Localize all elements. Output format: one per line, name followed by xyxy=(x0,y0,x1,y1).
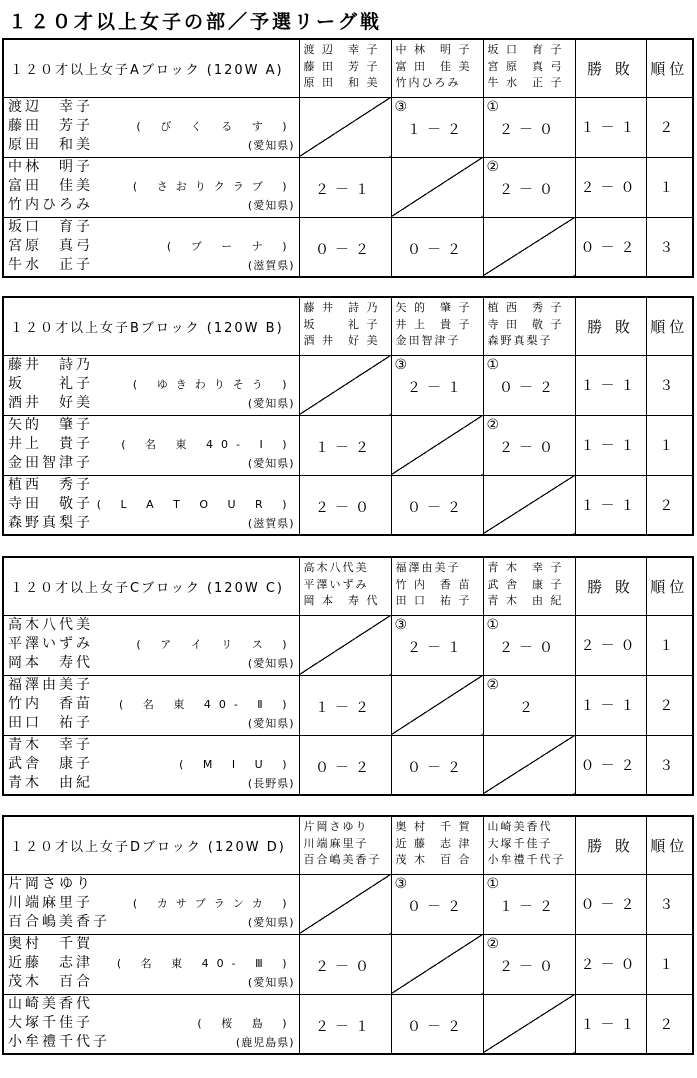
win-loss-record: １－１ xyxy=(575,355,646,415)
match-score: ２－０ xyxy=(499,182,559,198)
member-name: 井上 貴子 xyxy=(8,435,93,452)
match-result-cell xyxy=(299,217,391,277)
member-name: 川端麻里子 xyxy=(8,894,93,911)
prefecture: (愛知県) xyxy=(247,716,295,730)
member-line xyxy=(8,375,295,394)
opponent-member-name: 坂 口 育 子 xyxy=(487,43,564,56)
opponent-member-name: 小牟禮千代子 xyxy=(487,853,566,866)
opponent-member-name: 大塚千佳子 xyxy=(487,836,553,850)
match-score: ２ xyxy=(519,700,539,716)
member-line xyxy=(8,218,295,237)
match-result-cell xyxy=(483,615,575,675)
match-order-badge: ① xyxy=(486,875,500,892)
win-loss-record: ２－０ xyxy=(575,934,646,994)
opponent-member-name: 山崎美香代 xyxy=(487,820,553,833)
match-order-badge: ③ xyxy=(394,875,408,892)
opponent-member-name: 青 木 由 紀 xyxy=(487,594,564,607)
match-score: ２－０ xyxy=(499,640,559,656)
opponent-header xyxy=(483,557,575,615)
prefecture: (鹿児島県) xyxy=(235,1035,295,1049)
match-order-badge: ② xyxy=(486,158,500,175)
match-score: ２－０ xyxy=(499,440,559,456)
team-cell xyxy=(3,994,299,1054)
match-score: ０－２ xyxy=(407,1018,467,1035)
self-match-cell xyxy=(483,994,575,1054)
match-score: ２－１ xyxy=(407,380,467,396)
team-row xyxy=(3,97,693,157)
opponent-member-name: 福澤由美子 xyxy=(395,561,461,574)
match-order-badge: ③ xyxy=(394,98,408,115)
member-line xyxy=(8,1014,295,1033)
match-order-badge: ① xyxy=(486,98,500,115)
match-result-cell xyxy=(483,874,575,934)
member-line xyxy=(8,755,295,774)
member-name: 牛水 正子 xyxy=(8,256,93,273)
prefecture: (愛知県) xyxy=(247,138,295,152)
rank-label: 順位 xyxy=(646,39,693,97)
opponent-member-name: 中 林 明 子 xyxy=(395,43,472,56)
team-cell xyxy=(3,217,299,277)
team-row xyxy=(3,994,693,1054)
opponent-member-name: 武 舎 康 子 xyxy=(487,577,564,591)
self-match-cell xyxy=(299,355,391,415)
league-table xyxy=(2,296,694,536)
opponent-member-name: 渡 辺 幸 子 xyxy=(303,43,380,56)
rank-value: ３ xyxy=(646,217,693,277)
club-name: ( 名 東 40- Ⅲ ) xyxy=(116,956,295,970)
header-row xyxy=(3,557,693,615)
member-line xyxy=(8,495,295,514)
member-line xyxy=(8,935,295,954)
opponent-header xyxy=(391,557,483,615)
match-order-badge: ② xyxy=(486,416,500,433)
opponent-member-name: 岡 本 寿 代 xyxy=(303,594,380,607)
member-line xyxy=(8,954,295,973)
match-result-cell xyxy=(299,934,391,994)
opponent-member-name: 近 藤 志 津 xyxy=(395,836,472,850)
rank-value: １ xyxy=(646,934,693,994)
prefecture: (愛知県) xyxy=(247,198,295,212)
member-line xyxy=(8,476,295,495)
opponent-header xyxy=(391,39,483,97)
league-block xyxy=(2,556,692,796)
match-score: １－２ xyxy=(315,700,375,716)
opponent-member-name: 竹 内 香 苗 xyxy=(395,577,472,591)
member-name: 岡本 寿代 xyxy=(8,654,93,671)
member-name: 片岡さゆり xyxy=(8,875,93,892)
member-name: 藤井 詩乃 xyxy=(8,356,93,373)
team-row xyxy=(3,415,693,475)
opponent-member-name: 井 上 貴 子 xyxy=(395,317,472,331)
club-name: ( 名 東 40- Ⅱ ) xyxy=(119,697,295,711)
opponent-member-name: 富 田 佳 美 xyxy=(395,59,472,73)
team-row xyxy=(3,735,693,795)
member-name: 金田智津子 xyxy=(8,454,93,471)
opponent-member-name: 平澤いずみ xyxy=(303,577,369,591)
opponent-header xyxy=(391,297,483,355)
header-row xyxy=(3,39,693,97)
self-match-cell xyxy=(299,97,391,157)
prefecture: (愛知県) xyxy=(247,975,295,989)
rank-value: ３ xyxy=(646,874,693,934)
club-name: ( 桜 島 ) xyxy=(197,1016,295,1030)
opponent-member-name: 茂 木 百 合 xyxy=(395,853,472,866)
match-result-cell xyxy=(483,415,575,475)
match-order-badge: ③ xyxy=(394,356,408,373)
league-table xyxy=(2,38,694,278)
match-result-cell xyxy=(391,475,483,535)
team-cell xyxy=(3,415,299,475)
match-result-cell xyxy=(483,675,575,735)
club-name: ( ブ ー ナ ) xyxy=(166,239,295,253)
opponent-member-name: 森野真梨子 xyxy=(487,334,553,347)
opponent-header xyxy=(299,557,391,615)
team-cell xyxy=(3,675,299,735)
opponent-header xyxy=(299,816,391,874)
opponent-member-name: 宮 原 真 弓 xyxy=(487,59,564,73)
match-result-cell xyxy=(391,735,483,795)
member-line xyxy=(8,913,295,932)
win-loss-record: ０－２ xyxy=(575,874,646,934)
win-loss-record: １－１ xyxy=(575,475,646,535)
match-result-cell xyxy=(483,157,575,217)
win-loss-record: ２－０ xyxy=(575,157,646,217)
match-result-cell xyxy=(391,97,483,157)
member-name: 近藤 志津 xyxy=(8,954,93,971)
opponent-member-name: 奥 村 千 賀 xyxy=(395,820,472,833)
team-cell xyxy=(3,97,299,157)
self-match-cell xyxy=(391,934,483,994)
league-block xyxy=(2,815,692,1055)
club-name: ( L A T O U R ) xyxy=(96,497,295,511)
team-cell xyxy=(3,874,299,934)
opponent-member-name: 寺 田 敬 子 xyxy=(487,317,564,331)
match-score: ２－０ xyxy=(315,499,375,516)
member-name: 渡辺 幸子 xyxy=(8,98,93,115)
opponent-header xyxy=(391,816,483,874)
match-score: ２－１ xyxy=(407,640,467,656)
member-name: 武舎 康子 xyxy=(8,755,93,772)
rank-value: ２ xyxy=(646,475,693,535)
match-score: ０－２ xyxy=(407,499,467,516)
member-name: 竹内ひろみ xyxy=(8,196,93,213)
opponent-member-name: 矢 的 肇 子 xyxy=(395,301,472,314)
header-row xyxy=(3,816,693,874)
rank-value: ３ xyxy=(646,735,693,795)
opponent-member-name: 高木八代美 xyxy=(303,561,369,574)
opponent-header xyxy=(483,39,575,97)
match-result-cell xyxy=(483,934,575,994)
member-name: 高木八代美 xyxy=(8,616,93,633)
club-name: ( カサブランカ ) xyxy=(132,896,295,910)
match-score: ２－０ xyxy=(499,959,559,975)
member-name: 小牟禮千代子 xyxy=(8,1033,110,1050)
win-loss-record: ０－２ xyxy=(575,217,646,277)
member-line xyxy=(8,774,295,793)
member-name: 大塚千佳子 xyxy=(8,1014,93,1031)
prefecture: (滋賀県) xyxy=(247,258,295,272)
match-result-cell xyxy=(391,355,483,415)
win-loss-record: １－１ xyxy=(575,994,646,1054)
opponent-member-name: 原 田 和 美 xyxy=(303,76,380,89)
member-name: 藤田 芳子 xyxy=(8,117,93,134)
member-name: 矢的 肇子 xyxy=(8,416,93,433)
opponent-member-name: 金田智津子 xyxy=(395,334,461,347)
member-line xyxy=(8,736,295,755)
member-line xyxy=(8,995,295,1014)
member-name: 福澤由美子 xyxy=(8,676,93,693)
win-loss-record: １－１ xyxy=(575,97,646,157)
member-line xyxy=(8,237,295,256)
member-name: 原田 和美 xyxy=(8,136,93,153)
member-name: 平澤いずみ xyxy=(8,635,93,652)
rank-value: ３ xyxy=(646,355,693,415)
page-title: １２０才以上女子の部／予選リーグ戦 xyxy=(8,11,383,33)
member-line xyxy=(8,117,295,136)
member-line xyxy=(8,695,295,714)
match-result-cell xyxy=(299,157,391,217)
team-cell xyxy=(3,355,299,415)
match-score: ０－２ xyxy=(407,241,467,258)
win-loss-record: ２－０ xyxy=(575,615,646,675)
opponent-header xyxy=(299,39,391,97)
opponent-member-name: 片岡さゆり xyxy=(303,820,369,833)
opponent-header xyxy=(483,816,575,874)
team-row xyxy=(3,157,693,217)
member-line xyxy=(8,616,295,635)
member-name: 茂木 百合 xyxy=(8,973,93,990)
self-match-cell xyxy=(483,217,575,277)
member-name: 竹内 香苗 xyxy=(8,695,93,712)
match-result-cell xyxy=(483,355,575,415)
match-score: ２－０ xyxy=(499,122,559,138)
member-name: 寺田 敬子 xyxy=(8,495,93,512)
prefecture: (愛知県) xyxy=(247,915,295,929)
member-line xyxy=(8,714,295,733)
opponent-member-name: 坂 礼 子 xyxy=(303,317,380,331)
match-result-cell xyxy=(391,994,483,1054)
team-cell xyxy=(3,934,299,994)
match-result-cell xyxy=(299,994,391,1054)
member-line xyxy=(8,158,295,177)
club-name: ( び く る す ) xyxy=(136,119,295,133)
block-title: １２０才以上女子Cブロック (120W C) xyxy=(3,557,299,615)
member-line xyxy=(8,454,295,473)
member-line xyxy=(8,514,295,533)
opponent-member-name: 植 西 秀 子 xyxy=(487,301,564,314)
rank-value: １ xyxy=(646,157,693,217)
league-block xyxy=(2,296,692,536)
opponent-member-name: 藤 田 芳 子 xyxy=(303,59,380,73)
member-line xyxy=(8,136,295,155)
self-match-cell xyxy=(391,675,483,735)
self-match-cell xyxy=(299,874,391,934)
opponent-member-name: 竹内ひろみ xyxy=(395,76,461,89)
club-name: ( さおりクラブ ) xyxy=(132,179,295,193)
member-line xyxy=(8,973,295,992)
prefecture: (愛知県) xyxy=(247,396,295,410)
member-line xyxy=(8,196,295,215)
match-score: １－２ xyxy=(315,440,375,456)
block-title: １２０才以上女子Aブロック (120W A) xyxy=(3,39,299,97)
match-score: １－２ xyxy=(407,122,467,138)
member-name: 森野真梨子 xyxy=(8,514,93,531)
match-order-badge: ① xyxy=(486,616,500,633)
club-name: ( M I U ) xyxy=(179,757,295,771)
match-score: ０－２ xyxy=(499,380,559,396)
prefecture: (愛知県) xyxy=(247,656,295,670)
win-loss-record: ０－２ xyxy=(575,735,646,795)
win-loss-record: １－１ xyxy=(575,415,646,475)
match-result-cell xyxy=(391,217,483,277)
rank-label: 順位 xyxy=(646,297,693,355)
match-score: ２－０ xyxy=(315,959,375,975)
match-score: １－２ xyxy=(499,899,559,915)
match-order-badge: ② xyxy=(486,935,500,952)
self-match-cell xyxy=(299,615,391,675)
member-line xyxy=(8,676,295,695)
rank-label: 順位 xyxy=(646,557,693,615)
match-result-cell xyxy=(483,97,575,157)
record-label: 勝 敗 xyxy=(575,297,646,355)
opponent-member-name: 牛 水 正 子 xyxy=(487,76,564,89)
member-line xyxy=(8,256,295,275)
match-result-cell xyxy=(299,415,391,475)
member-name: 山崎美香代 xyxy=(8,995,93,1012)
league-block xyxy=(2,38,692,278)
match-order-badge: ① xyxy=(486,356,500,373)
record-label: 勝 敗 xyxy=(575,557,646,615)
opponent-header xyxy=(483,297,575,355)
member-name: 百合嶋美香子 xyxy=(8,913,110,930)
member-line xyxy=(8,435,295,454)
match-score: ２－１ xyxy=(315,182,375,198)
team-row xyxy=(3,874,693,934)
team-cell xyxy=(3,157,299,217)
opponent-member-name: 青 木 幸 子 xyxy=(487,561,564,574)
prefecture: (愛知県) xyxy=(247,456,295,470)
member-name: 田口 祐子 xyxy=(8,714,93,731)
header-row xyxy=(3,297,693,355)
member-line xyxy=(8,98,295,117)
rank-value: ２ xyxy=(646,994,693,1054)
member-name: 青木 由紀 xyxy=(8,774,93,791)
opponent-header xyxy=(299,297,391,355)
league-table xyxy=(2,815,694,1055)
win-loss-record: １－１ xyxy=(575,675,646,735)
self-match-cell xyxy=(391,415,483,475)
team-row xyxy=(3,615,693,675)
member-name: 奥村 千賀 xyxy=(8,935,93,952)
match-result-cell xyxy=(299,675,391,735)
member-name: 酒井 好美 xyxy=(8,394,93,411)
member-line xyxy=(8,394,295,413)
opponent-member-name: 藤 井 詩 乃 xyxy=(303,301,380,314)
block-title: １２０才以上女子Dブロック (120W D) xyxy=(3,816,299,874)
record-label: 勝 敗 xyxy=(575,816,646,874)
team-row xyxy=(3,217,693,277)
team-row xyxy=(3,675,693,735)
match-result-cell xyxy=(391,874,483,934)
member-name: 宮原 真弓 xyxy=(8,237,93,254)
club-name: ( ゆきわりそう ) xyxy=(132,377,295,391)
member-line xyxy=(8,635,295,654)
match-result-cell xyxy=(299,735,391,795)
match-score: ０－２ xyxy=(315,759,375,776)
member-line xyxy=(8,654,295,673)
league-table xyxy=(2,556,694,796)
member-name: 富田 佳美 xyxy=(8,177,93,194)
member-line xyxy=(8,416,295,435)
member-name: 坂 礼子 xyxy=(8,375,93,392)
rank-value: １ xyxy=(646,415,693,475)
match-score: ０－２ xyxy=(407,759,467,776)
record-label: 勝 敗 xyxy=(575,39,646,97)
opponent-member-name: 百合嶋美香子 xyxy=(303,853,382,866)
team-cell xyxy=(3,615,299,675)
rank-value: ２ xyxy=(646,97,693,157)
self-match-cell xyxy=(483,475,575,535)
match-result-cell xyxy=(391,615,483,675)
team-row xyxy=(3,355,693,415)
team-row xyxy=(3,934,693,994)
member-line xyxy=(8,356,295,375)
club-name: ( ア イ リ ス ) xyxy=(136,637,295,651)
prefecture: (滋賀県) xyxy=(247,516,295,530)
team-cell xyxy=(3,735,299,795)
rank-label: 順位 xyxy=(646,816,693,874)
member-name: 青木 幸子 xyxy=(8,736,93,753)
match-order-badge: ② xyxy=(486,676,500,693)
opponent-member-name: 川端麻里子 xyxy=(303,836,369,850)
block-title: １２０才以上女子Bブロック (120W B) xyxy=(3,297,299,355)
member-line xyxy=(8,1033,295,1052)
member-line xyxy=(8,894,295,913)
match-score: ０－２ xyxy=(315,241,375,258)
team-row xyxy=(3,475,693,535)
rank-value: ２ xyxy=(646,675,693,735)
member-name: 中林 明子 xyxy=(8,158,93,175)
prefecture: (長野県) xyxy=(247,776,295,790)
member-name: 坂口 育子 xyxy=(8,218,93,235)
team-cell xyxy=(3,475,299,535)
self-match-cell xyxy=(391,157,483,217)
opponent-member-name: 田 口 祐 子 xyxy=(395,594,472,607)
opponent-member-name: 酒 井 好 美 xyxy=(303,334,380,347)
rank-value: １ xyxy=(646,615,693,675)
match-score: ０－２ xyxy=(407,899,467,915)
match-order-badge: ③ xyxy=(394,616,408,633)
club-name: ( 名 東 40- Ⅰ ) xyxy=(121,437,295,451)
match-score: ２－１ xyxy=(315,1018,375,1035)
member-line xyxy=(8,177,295,196)
match-result-cell xyxy=(299,475,391,535)
self-match-cell xyxy=(483,735,575,795)
member-line xyxy=(8,875,295,894)
member-name: 植西 秀子 xyxy=(8,476,93,493)
